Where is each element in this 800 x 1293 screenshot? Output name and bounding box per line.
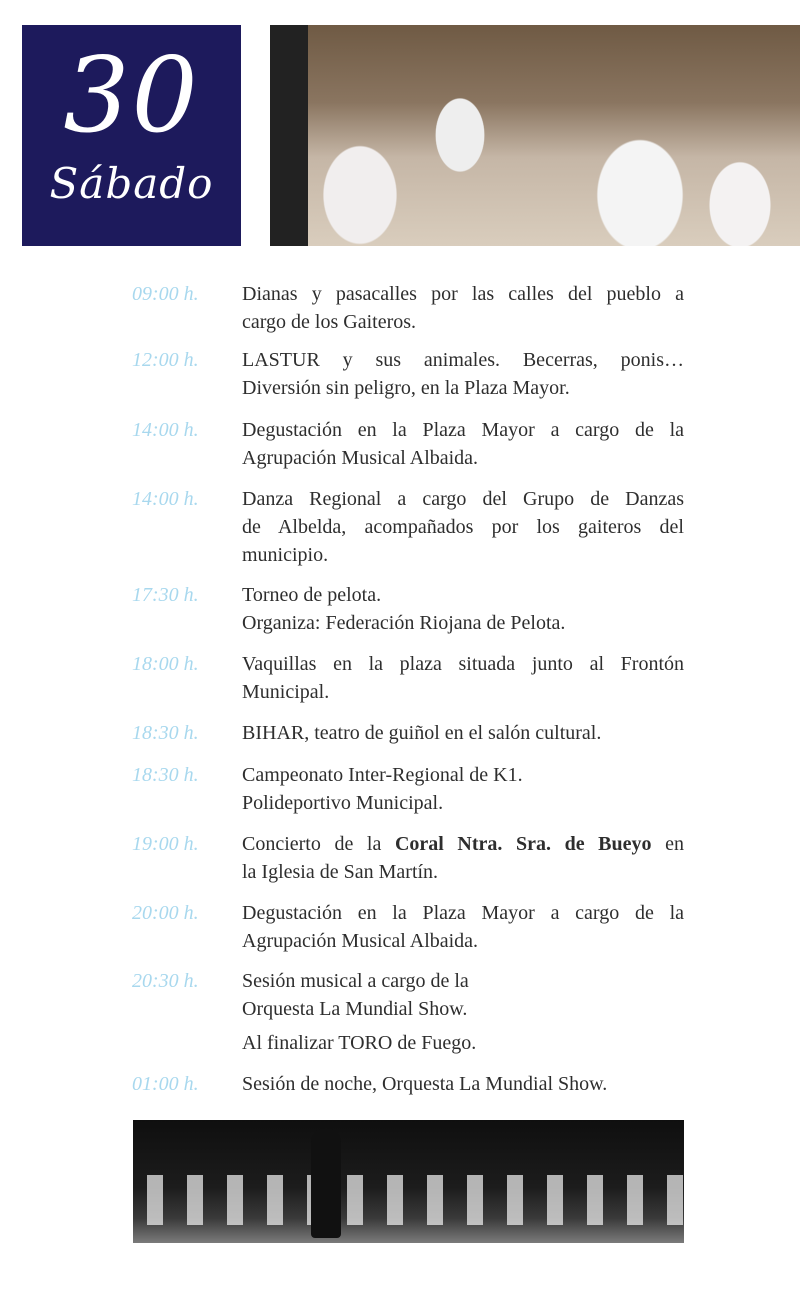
event-time: 14:00 h.: [132, 419, 199, 441]
event-line: Al finalizar TORO de Fuego.: [242, 1032, 477, 1054]
conductor: [311, 1128, 341, 1238]
event-line: Polideportivo Municipal.: [242, 792, 444, 814]
event-text: [242, 967, 684, 1057]
event-line: Campeonato Inter-Regional de K1.: [242, 764, 523, 786]
event-line: LASTUR y sus animales. Becerras, ponis…: [242, 349, 684, 371]
event-time: 20:30 h.: [132, 970, 199, 992]
event-text: [242, 346, 684, 402]
event-text: [242, 761, 684, 817]
event-text: [242, 485, 684, 569]
event-line: Dianas y pasacalles por las calles del pueblo a: [242, 283, 684, 305]
event-line: Danza Regional a cargo del Grupo de Danzas: [242, 488, 684, 510]
event-time: 09:00 h.: [132, 283, 199, 305]
event-text: [242, 830, 684, 886]
event-time: 19:00 h.: [132, 833, 199, 855]
event-line: Sesión de noche, Orquesta La Mundial Show.: [242, 1073, 608, 1095]
event-line: Orquesta La Mundial Show.: [242, 998, 468, 1020]
event-time: 18:30 h.: [132, 722, 199, 744]
event-line: Municipal.: [242, 681, 330, 703]
event-time: 14:00 h.: [132, 488, 199, 510]
event-time: 17:30 h.: [132, 584, 199, 606]
event-line: la Iglesia de San Martín.: [242, 861, 439, 883]
event-text: [242, 650, 684, 706]
choir-name: Coral Ntra. Sra. de Bueyo: [394, 833, 652, 855]
event-text: [242, 1070, 684, 1098]
event-line: BIHAR, teatro de guiñol en el salón cultural.: [242, 722, 602, 744]
event-time: 12:00 h.: [132, 349, 199, 371]
event-time: 18:30 h.: [132, 764, 199, 786]
event-line: Sesión musical a cargo de la: [242, 970, 469, 992]
event-text: [242, 719, 684, 747]
event-time: 18:00 h.: [132, 653, 199, 675]
event-line: Vaquillas en la plaza situada junto al Frontón: [242, 653, 684, 675]
event-line: Agrupación Musical Albaida.: [242, 447, 479, 469]
band-photo: [133, 1120, 684, 1243]
event-text: [242, 581, 684, 637]
event-line: Diversión sin peligro, en la Plaza Mayor.: [242, 377, 570, 399]
musicians: [133, 1175, 684, 1225]
event-line: Degustación en la Plaza Mayor a cargo de la: [242, 902, 684, 924]
event-text: [242, 899, 684, 955]
event-text-post: en: [651, 833, 684, 855]
event-text: [242, 280, 684, 336]
day-name: Sábado: [49, 159, 214, 208]
event-line: cargo de los Gaiteros.: [242, 311, 417, 333]
event-line: municipio.: [242, 544, 329, 566]
event-line: Degustación en la Plaza Mayor a cargo de la: [242, 419, 684, 441]
day-number: 30: [63, 34, 200, 156]
event-line: Torneo de pelota.: [242, 584, 382, 606]
event-line: Agrupación Musical Albaida.: [242, 930, 479, 952]
event-time: 20:00 h.: [132, 902, 199, 924]
event-line: de Albelda, acompañados por los gaiteros del: [242, 516, 684, 538]
event-line: Organiza: Federación Riojana de Pelota.: [242, 612, 566, 634]
event-text: [242, 416, 684, 472]
event-time: 01:00 h.: [132, 1073, 199, 1095]
event-text-pre: Concierto de la: [242, 833, 395, 855]
event-line: [242, 830, 684, 858]
